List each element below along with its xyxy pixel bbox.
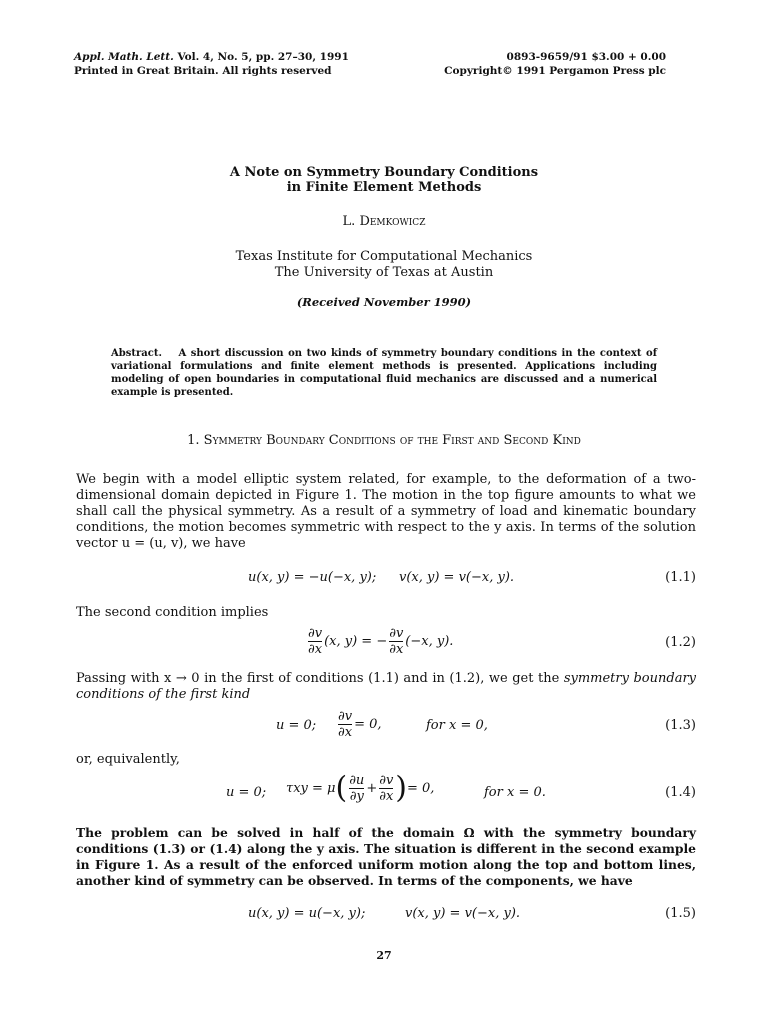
numerator: ∂u xyxy=(349,773,365,788)
fraction xyxy=(349,773,364,804)
eq-1-1-right: v(x, y) = v(−x, y). xyxy=(399,570,515,585)
title-line-1: A Note on Symmetry Boundary Conditions xyxy=(229,165,539,180)
section-heading: 1. Symmetry Boundary Conditions of the First and Second Kind xyxy=(187,433,581,448)
eq-1-2-body xyxy=(306,626,453,657)
fraction xyxy=(338,709,352,740)
eq-1-2-number: (1.2) xyxy=(665,635,696,650)
abstract xyxy=(111,347,657,399)
eq-1-1-left: u(x, y) = −u(−x, y); xyxy=(248,570,377,585)
eq-1-2-tail-2: (−x, y). xyxy=(405,634,454,649)
abstract-text: A short discussion on two kinds of symmetry boundary conditions in the context of variational formulations and finite element methods is presented. Applications including modeling of open boundaries in computational fluid mechanics are discussed and a numerical example is presented. xyxy=(111,348,658,398)
numerator: ∂v xyxy=(338,709,353,724)
denominator: ∂y xyxy=(349,789,364,804)
eq-1-5-number: (1.5) xyxy=(665,906,696,921)
eq-1-4-a: u = 0; xyxy=(226,785,267,800)
author-name: Demkowicz xyxy=(359,214,426,229)
copyright-notice: Copyright© 1991 Pergamon Press plc xyxy=(444,65,666,77)
eq-1-4-d: for x = 0. xyxy=(484,785,546,800)
title-line-2: in Finite Element Methods xyxy=(286,180,482,195)
eq-1-3-b: = 0, xyxy=(354,717,382,732)
fraction xyxy=(308,626,322,657)
eq-1-3-a: u = 0; xyxy=(276,718,317,733)
numerator: ∂v xyxy=(379,773,394,788)
eq-1-1-number: (1.1) xyxy=(665,570,696,585)
para-3-emphasis: symmetry boundary conditions of the first kind xyxy=(76,671,696,702)
paragraph-5: The problem can be solved in half of the domain Ω with the symmetry boundary conditions (1.3) or (1.4) along the y axis. The situation is different in the second example in Figure 1. As a result of the enforced uniform motion along the top and bottom lines, another kind of symmetry can be observed. In terms of the components, we have xyxy=(76,825,696,888)
para-3-text: Passing with x → 0 in the first of conditions (1.1) and in (1.2), we get the xyxy=(76,671,564,686)
paren-close: ) xyxy=(395,770,408,806)
paren-open: ( xyxy=(335,770,348,806)
eq-1-3-number: (1.3) xyxy=(665,718,696,733)
journal-citation: Vol. 4, No. 5, pp. 27–30, 1991 xyxy=(177,51,349,63)
journal-name: Appl. Math. Lett. xyxy=(74,51,174,63)
page-number: 27 xyxy=(376,949,392,962)
affiliation-line-1: Texas Institute for Computational Mechanics xyxy=(235,249,533,264)
denominator: ∂x xyxy=(379,789,394,804)
eq-1-5-right: v(x, y) = v(−x, y). xyxy=(405,906,521,921)
printed-notice: Printed in Great Britain. All rights reserved xyxy=(74,65,332,77)
affiliation xyxy=(0,249,768,281)
eq-1-4-number: (1.4) xyxy=(665,785,696,800)
fraction xyxy=(389,626,403,657)
denominator: ∂x xyxy=(308,642,323,657)
eq-1-3-b-group xyxy=(336,709,382,740)
numerator: ∂v xyxy=(389,626,404,641)
paper-title xyxy=(0,165,768,195)
journal-header-right xyxy=(444,50,666,78)
denominator: ∂x xyxy=(389,642,404,657)
paragraph-1: We begin with a model elliptic system related, for example, to the deformation of a two-dimensional domain depicted in Figure 1. The motion in the top figure amounts to what we shall call the physical symmetry. As a result of a symmetry of load and kinematic boundary conditions, the motion becomes symmetric with respect to the y axis. In terms of the solution vector u = (u, v), we have xyxy=(76,472,696,551)
numerator: ∂v xyxy=(308,626,323,641)
author-initial: L. xyxy=(342,214,360,229)
fraction xyxy=(379,773,393,804)
abstract-label: Abstract. xyxy=(111,348,162,359)
eq-1-4-group xyxy=(286,770,435,806)
author xyxy=(0,214,768,229)
paragraph-4: or, equivalently, xyxy=(76,752,180,767)
received-date: (Received November 1990) xyxy=(296,295,472,309)
eq-1-3-c: for x = 0, xyxy=(426,718,488,733)
eq-1-4-c: = 0, xyxy=(407,781,435,796)
eq-1-5-left: u(x, y) = u(−x, y); xyxy=(248,906,366,921)
paragraph-2: The second condition implies xyxy=(76,605,269,620)
eq-1-4-b: τxy = μ xyxy=(286,781,336,796)
journal-header-left xyxy=(74,50,349,78)
affiliation-line-2: The University of Texas at Austin xyxy=(274,265,494,280)
paragraph-3 xyxy=(76,671,696,703)
price-code: 0893-9659/91 $3.00 + 0.00 xyxy=(506,51,666,63)
denominator: ∂x xyxy=(338,725,353,740)
plus-sign: + xyxy=(366,781,378,796)
eq-1-2-tail-1: (x, y) = − xyxy=(324,634,388,649)
